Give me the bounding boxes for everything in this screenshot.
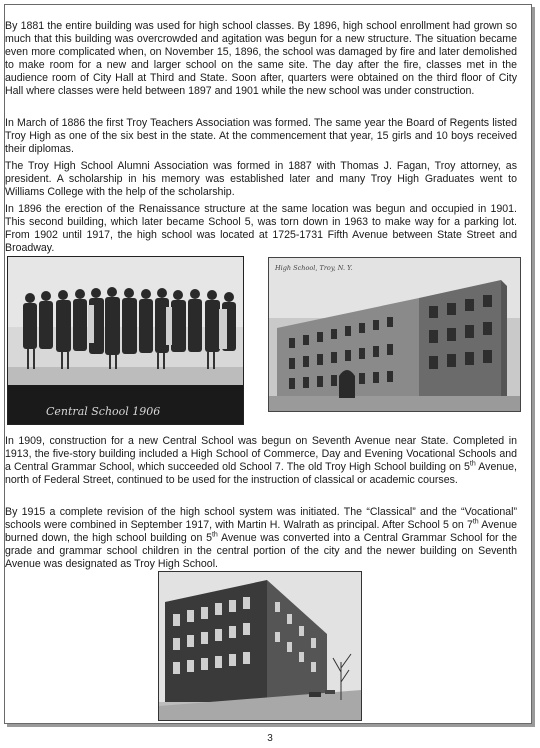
paragraph-1881-building: By 1881 the entire building was used for high school classes. By 1896, high school enrollment had grown so much that this building was overcrowded and agitation was begun for a new structure. The situation became even more complicated when, on November 15, 1896, the school was damaged by fire and later demolished to make room for a new and larger school on the same site. The day after the fire, classes met in the audience room of City Hall at Third and State. Soon after, quarters were obtained on the third floor of City Hall where classes were held between 1897 and 1901 while the new school was under construction.: [5, 20, 517, 98]
paragraph-1886-teachers: In March of 1886 the first Troy Teachers Association was formed. The same year the Board of Regents listed Troy High as one of the six best in the state. At the commencement that year, 15 girls and 10 boys received their diplomas.: [5, 117, 517, 156]
paragraph-1915-revision: By 1915 a complete revision of the high school system was initiated. The “Classical” and the “Vocational” schools were combined in September 1917, with Martin H. Walrath as principal. After School 5 on 7th Avenue burned down, the high school building on 5th Avenue was converted into a Central Grammar School for the grade and grammar school children in the central portion of the city and the newer building on Seventh Avenue was designated as Troy High School.: [5, 506, 517, 571]
paragraph-1896-renaissance: In 1896 the erection of the Renaissance structure at the same location was begun and occupied in 1901. This second building, which later became School 5, was torn down in 1963 to make way for a parking lot. From 1902 until 1917, the high school was located at 1725-1731 Fifth Avenue between State Street and Broadway.: [5, 203, 517, 255]
high-school-photo-caption: High School, Troy, N. Y.: [275, 264, 353, 272]
paragraph-1909-central-school: In 1909, construction for a new Central School was begun on Seventh Avenue near State. Completed in 1913, the five-story building included a High School of Commerce, Day and Evening Vocational Schools and a Central Grammar School, which succeeded old School 7. The old Troy High School building on 5th Avenue, north of Federal Street, continued to be used for the instruction of classical or academic courses.: [5, 435, 517, 487]
high-school-building-photo: [268, 257, 521, 412]
students-photo-caption: Central School 1906: [46, 405, 161, 418]
central-school-building-photo: [158, 571, 362, 721]
students-group-photo: [7, 256, 244, 425]
paragraph-alumni-association: The Troy High School Alumni Association was formed in 1887 with Thomas J. Fagan, Troy attorney, as president. A scholarship in his memory was established later and many Troy High Graduates went to Williams College with the help of the scholarship.: [5, 160, 517, 199]
page-number: 3: [267, 733, 273, 744]
